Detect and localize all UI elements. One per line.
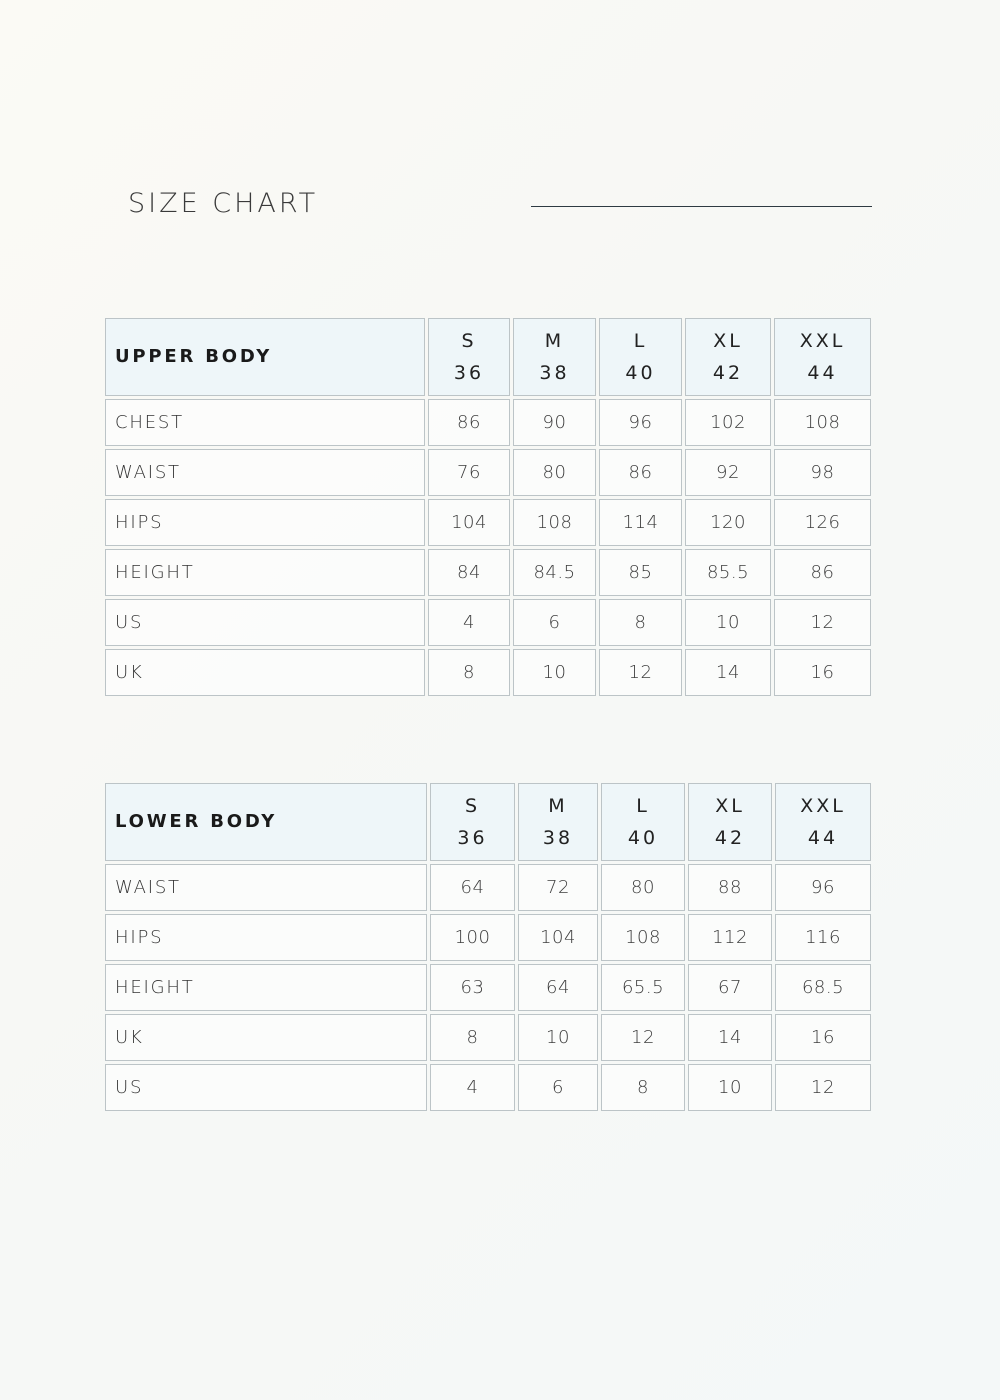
table-row (105, 914, 871, 961)
measurement-cell: 104 (518, 914, 598, 961)
measurement-cell: 64 (430, 864, 515, 911)
measurement-cell: 63 (430, 964, 515, 1011)
size-number: 40 (625, 362, 656, 384)
measurement-cell: 96 (599, 399, 682, 446)
row-label: UK (105, 1014, 427, 1061)
row-label: US (105, 599, 425, 646)
size-letter: S (461, 330, 477, 352)
measurement-cell: 14 (685, 649, 771, 696)
lower-body-table (102, 780, 874, 1114)
size-header-l (601, 783, 685, 861)
size-number: 40 (627, 827, 659, 849)
measurement-cell: 126 (774, 499, 871, 546)
measurement-cell: 10 (685, 599, 771, 646)
table-row (105, 964, 871, 1011)
table-row (105, 1014, 871, 1061)
table-row (105, 549, 871, 596)
size-header-xxl (775, 783, 871, 861)
size-header-s (428, 318, 510, 396)
size-number: 44 (807, 827, 839, 849)
measurement-cell: 76 (428, 449, 510, 496)
measurement-cell: 8 (428, 649, 510, 696)
measurement-cell: 108 (601, 914, 685, 961)
table-row (105, 864, 871, 911)
measurement-cell: 10 (513, 649, 596, 696)
measurement-cell: 72 (518, 864, 598, 911)
size-header-s (430, 783, 515, 861)
row-label: HEIGHT (105, 964, 427, 1011)
row-label: WAIST (105, 449, 425, 496)
size-header-xl (688, 783, 772, 861)
measurement-cell: 8 (599, 599, 682, 646)
measurement-cell: 108 (774, 399, 871, 446)
measurement-cell: 86 (774, 549, 871, 596)
measurement-cell: 12 (599, 649, 682, 696)
measurement-cell: 85.5 (685, 549, 771, 596)
measurement-cell: 67 (688, 964, 772, 1011)
measurement-cell: 8 (601, 1064, 685, 1111)
size-number: 38 (539, 362, 570, 384)
size-letter: XXL (800, 795, 846, 817)
measurement-cell: 16 (775, 1014, 871, 1061)
measurement-cell: 84 (428, 549, 510, 596)
table-row (105, 599, 871, 646)
size-letter: XXL (799, 330, 846, 352)
table-row (105, 399, 871, 446)
table-row (105, 1064, 871, 1111)
measurement-cell: 84.5 (513, 549, 596, 596)
page-title: SIZE CHART (128, 188, 319, 219)
size-number: 42 (714, 827, 746, 849)
measurement-cell: 88 (688, 864, 772, 911)
measurement-cell: 100 (430, 914, 515, 961)
measurement-cell: 16 (774, 649, 871, 696)
lower-header-row (105, 783, 871, 861)
measurement-cell: 4 (430, 1064, 515, 1111)
measurement-cell: 65.5 (601, 964, 685, 1011)
row-label: HIPS (105, 914, 427, 961)
measurement-cell: 108 (513, 499, 596, 546)
upper-header-row (105, 318, 871, 396)
measurement-cell: 102 (685, 399, 771, 446)
measurement-cell: 80 (513, 449, 596, 496)
size-letter: XL (713, 330, 743, 352)
row-label: UK (105, 649, 425, 696)
row-label: CHEST (105, 399, 425, 446)
measurement-cell: 12 (775, 1064, 871, 1111)
size-letter: L (636, 795, 650, 817)
measurement-cell: 10 (688, 1064, 772, 1111)
measurement-cell: 80 (601, 864, 685, 911)
measurement-cell: 92 (685, 449, 771, 496)
measurement-cell: 12 (601, 1014, 685, 1061)
measurement-cell: 116 (775, 914, 871, 961)
row-label: HEIGHT (105, 549, 425, 596)
size-letter: L (633, 330, 648, 352)
measurement-cell: 10 (518, 1014, 598, 1061)
measurement-cell: 68.5 (775, 964, 871, 1011)
measurement-cell: 86 (599, 449, 682, 496)
size-header-m (518, 783, 598, 861)
measurement-cell: 85 (599, 549, 682, 596)
size-header-xxl (774, 318, 871, 396)
table-row (105, 449, 871, 496)
upper-body-heading: UPPER BODY (105, 318, 425, 396)
row-label: US (105, 1064, 427, 1111)
measurement-cell: 12 (774, 599, 871, 646)
measurement-cell: 120 (685, 499, 771, 546)
table-row (105, 499, 871, 546)
measurement-cell: 4 (428, 599, 510, 646)
measurement-cell: 64 (518, 964, 598, 1011)
size-header-l (599, 318, 682, 396)
measurement-cell: 14 (688, 1014, 772, 1061)
size-letter: XL (715, 795, 745, 817)
row-label: HIPS (105, 499, 425, 546)
size-letter: S (464, 795, 481, 817)
measurement-cell: 96 (775, 864, 871, 911)
measurement-cell: 104 (428, 499, 510, 546)
measurement-cell: 86 (428, 399, 510, 446)
size-header-xl (685, 318, 771, 396)
measurement-cell: 6 (513, 599, 596, 646)
measurement-cell: 112 (688, 914, 772, 961)
measurement-cell: 114 (599, 499, 682, 546)
size-number: 36 (453, 362, 485, 384)
title-rule (531, 206, 872, 207)
size-number: 38 (542, 827, 574, 849)
upper-body-table (102, 315, 874, 699)
measurement-cell: 6 (518, 1064, 598, 1111)
measurement-cell: 90 (513, 399, 596, 446)
size-number: 36 (457, 827, 488, 849)
measurement-cell: 98 (774, 449, 871, 496)
row-label: WAIST (105, 864, 427, 911)
size-number: 42 (712, 362, 744, 384)
size-header-m (513, 318, 596, 396)
size-number: 44 (807, 362, 838, 384)
size-letter: M (548, 795, 568, 817)
lower-body-heading: LOWER BODY (105, 783, 427, 861)
measurement-cell: 8 (430, 1014, 515, 1061)
size-letter: M (544, 330, 565, 352)
table-row (105, 649, 871, 696)
